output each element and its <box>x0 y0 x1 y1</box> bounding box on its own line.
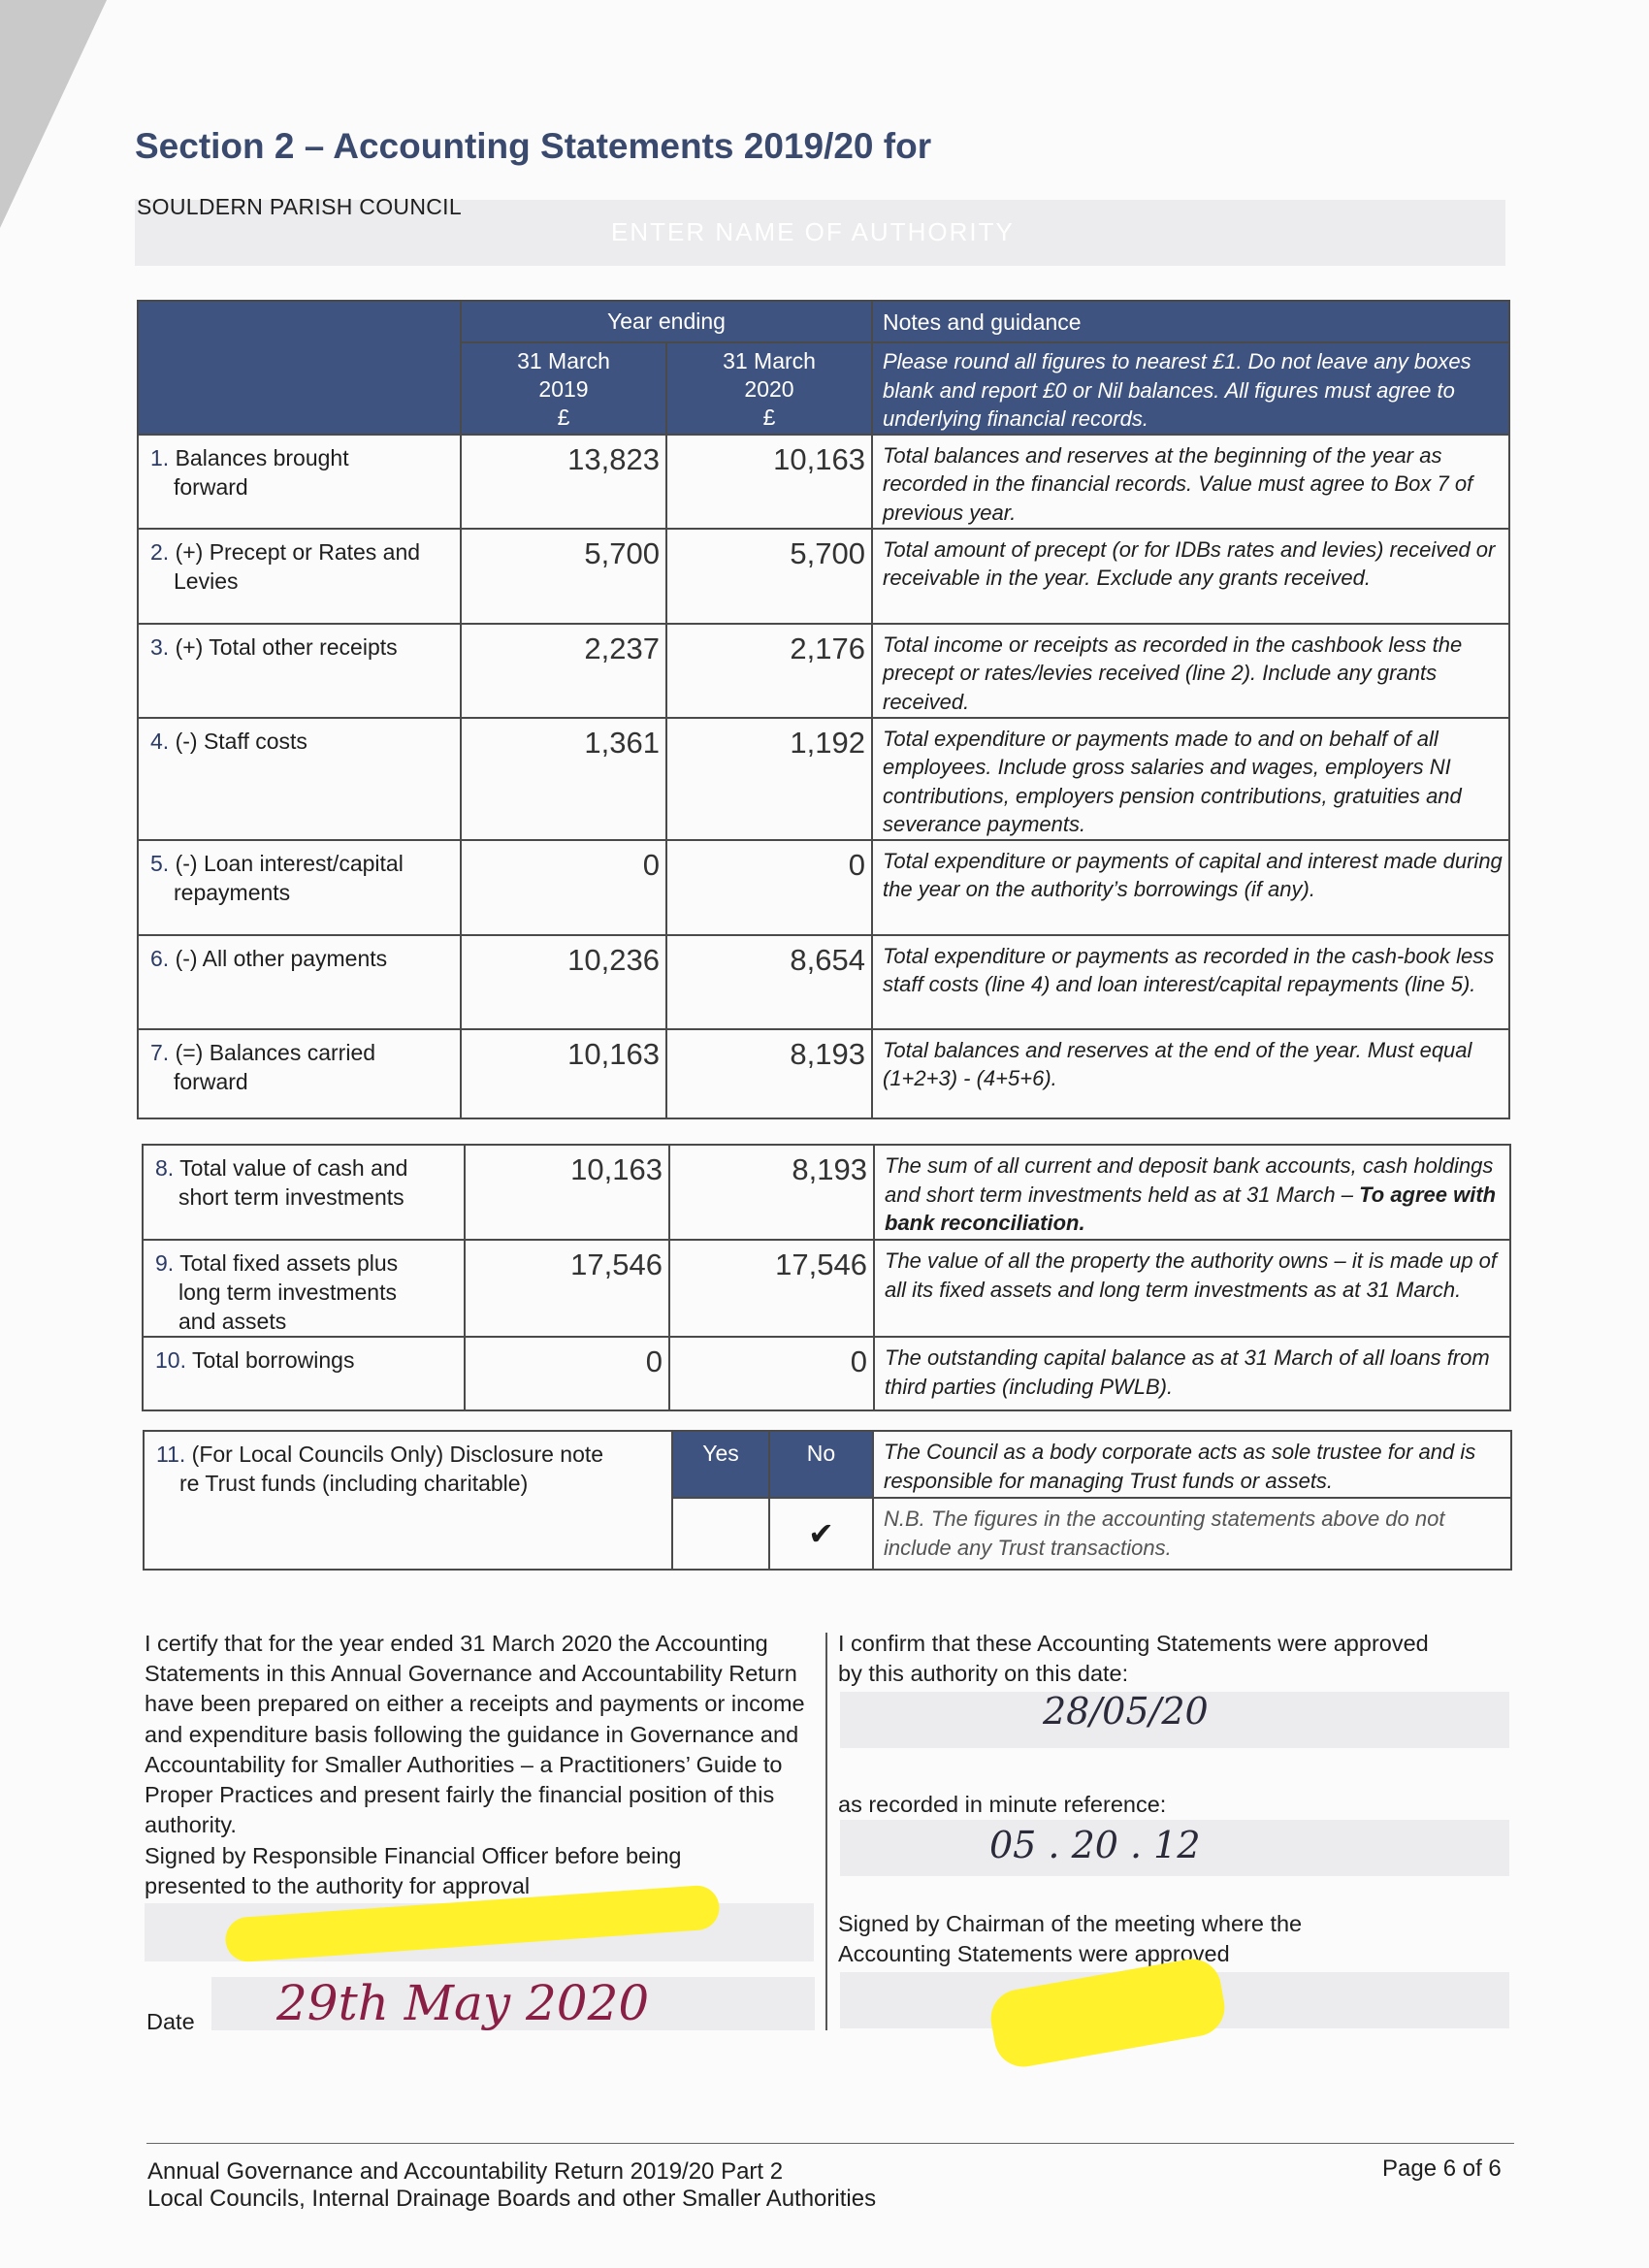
approval-date-value: 28/05/20 <box>1043 1690 1209 1733</box>
col-2019-header <box>461 342 666 435</box>
table-row <box>138 718 1509 840</box>
minute-ref-label: as recorded in minute reference: <box>838 1792 1167 1817</box>
row-label: 1. Balances brought forward <box>138 435 461 529</box>
assets-table <box>142 1144 1511 1411</box>
row-label: 7. (=) Balances carried forward <box>138 1029 461 1118</box>
col-2019-date: 31 March <box>517 348 610 373</box>
minute-ref-value: 05 . 20 . 12 <box>989 1824 1201 1866</box>
col-2019-year: 2019 <box>538 376 589 402</box>
value-2020[interactable]: 10,163 <box>666 435 872 529</box>
row-label: 2. (+) Precept or Rates and Levies <box>138 529 461 624</box>
col-2019-currency: £ <box>557 405 570 430</box>
handwritten-date: 29th May 2020 <box>276 1975 650 2031</box>
value-2020[interactable]: 8,193 <box>669 1145 874 1240</box>
row-note: Total amount of precept (or for IDBs rates and levies) received or receivable in the year. Exclude any grants received. <box>872 529 1509 624</box>
row-label: 3. (+) Total other receipts <box>138 624 461 718</box>
table-row <box>138 624 1509 718</box>
yes-header: Yes <box>672 1431 769 1498</box>
no-header: No <box>769 1431 873 1498</box>
check-icon: ✔ <box>808 1516 834 1551</box>
table-row <box>143 1145 1510 1240</box>
value-2020[interactable]: 17,546 <box>669 1240 874 1337</box>
date-label: Date <box>146 2009 195 2034</box>
row-note: The value of all the property the authority owns – it is made up of all its fixed assets and long term investments as at 31 March. <box>874 1240 1510 1337</box>
value-2019[interactable]: 10,163 <box>461 1029 666 1118</box>
value-2019[interactable]: 0 <box>461 840 666 935</box>
row-note: Total expenditure or payments made to and on behalf of all employees. Include gross salaries and wages, employers NI contributions, employers pension contributions, gratuities and severance payments. <box>872 718 1509 840</box>
col-2020-date: 31 March <box>723 348 816 373</box>
chairman-signed-label: Signed by Chairman of the meeting where the Accounting Statements were approved <box>838 1911 1303 1967</box>
value-2019[interactable]: 2,237 <box>461 624 666 718</box>
section-title: Section 2 – Accounting Statements 2019/20 for <box>135 126 932 166</box>
table-row <box>138 1029 1509 1118</box>
col-2020-year: 2020 <box>744 376 794 402</box>
column-divider <box>825 1633 827 2030</box>
trust-note: The Council as a body corporate acts as sole trustee for and is responsible for managing Trust funds or assets. <box>873 1431 1511 1498</box>
table-row <box>138 840 1509 935</box>
row-label: 6. (-) All other payments <box>138 935 461 1029</box>
value-2020[interactable]: 2,176 <box>666 624 872 718</box>
value-2019[interactable]: 10,236 <box>461 935 666 1029</box>
table-row <box>138 935 1509 1029</box>
table-row <box>138 529 1509 624</box>
row-note: Total expenditure or payments of capital and interest made during the year on the authority’s borrowings (if any). <box>872 840 1509 935</box>
value-2019[interactable]: 1,361 <box>461 718 666 840</box>
row-note: The sum of all current and deposit bank accounts, cash holdings and short term investments held as at 31 March – To agree with bank reconciliation. <box>874 1145 1510 1240</box>
footer-line-2: Local Councils, Internal Drainage Boards and other Smaller Authorities <box>147 2186 877 2212</box>
certification-text: I certify that for the year ended 31 March 2020 the Accounting Statements in this Annual Governance and Accountability Return have been prepared on either a receipts and payments or income and expenditure basis following the guidance in Governance and Accountability for Smaller Authorities – a Practitioners’ Guide to Proper Practices and present fairly the financial position of this authority. <box>145 1631 805 1838</box>
value-2019[interactable]: 10,163 <box>465 1145 669 1240</box>
value-2019[interactable]: 0 <box>465 1337 669 1410</box>
col-2020-header <box>666 342 872 435</box>
value-2020[interactable]: 0 <box>669 1337 874 1410</box>
authority-name: SOULDERN PARISH COUNCIL <box>137 194 462 219</box>
row-label: 8. Total value of cash and short term investments <box>143 1145 465 1240</box>
no-checkbox[interactable] <box>769 1498 873 1570</box>
value-2019[interactable]: 5,700 <box>461 529 666 624</box>
table-row <box>143 1337 1510 1410</box>
value-2020[interactable]: 8,193 <box>666 1029 872 1118</box>
value-2020[interactable]: 8,654 <box>666 935 872 1029</box>
page-corner-shadow <box>0 0 107 228</box>
year-ending-header: Year ending <box>461 301 872 342</box>
table-row <box>143 1240 1510 1337</box>
row-note: Total balances and reserves at the beginning of the year as recorded in the financial records. Value must agree to Box 7 of previous year. <box>872 435 1509 529</box>
accounting-statements-table <box>137 300 1510 1119</box>
page-number: Page 6 of 6 <box>1382 2155 1502 2182</box>
authority-placeholder: ENTER NAME OF AUTHORITY <box>611 217 1015 246</box>
value-2019[interactable]: 13,823 <box>461 435 666 529</box>
footer-line-1: Annual Governance and Accountability Return 2019/20 Part 2 <box>147 2158 784 2185</box>
rfo-signed-label: Signed by Responsible Financial Officer before being presented to the authority for approval <box>145 1843 682 1899</box>
value-2020[interactable]: 0 <box>666 840 872 935</box>
row-note: Total income or receipts as recorded in the cashbook less the precept or rates/levies received (line 2). Include any grants received. <box>872 624 1509 718</box>
row-label: 5. (-) Loan interest/capital repayments <box>138 840 461 935</box>
footer-rule <box>146 2143 1514 2144</box>
confirm-text: I confirm that these Accounting Statements were approved by this authority on this date: <box>838 1631 1429 1687</box>
guidance-note: Please round all figures to nearest £1. Do not leave any boxes blank and report £0 or Nil balances. All figures must agree to underlying financial records. <box>872 342 1509 435</box>
row-label: 4. (-) Staff costs <box>138 718 461 840</box>
yes-checkbox[interactable] <box>672 1498 769 1570</box>
row-note: Total expenditure or payments as recorded in the cash-book less staff costs (line 4) and loan interest/capital repayments (line 5). <box>872 935 1509 1029</box>
value-2019[interactable]: 17,546 <box>465 1240 669 1337</box>
trust-nb-note: N.B. The figures in the accounting statements above do not include any Trust transactions. <box>873 1498 1511 1570</box>
row-note: Total balances and reserves at the end of the year. Must equal (1+2+3) - (4+5+6). <box>872 1029 1509 1118</box>
trust-label: 11. (For Local Councils Only) Disclosure note re Trust funds (including charitable) <box>144 1431 672 1570</box>
trust-funds-table <box>143 1430 1512 1571</box>
col-2020-currency: £ <box>762 405 776 430</box>
value-2020[interactable]: 1,192 <box>666 718 872 840</box>
value-2020[interactable]: 5,700 <box>666 529 872 624</box>
row-note: The outstanding capital balance as at 31 March of all loans from third parties (including PWLB). <box>874 1337 1510 1410</box>
row-label: 9. Total fixed assets plus long term investments and assets <box>143 1240 465 1337</box>
row-note-bold: To agree with bank reconciliation. <box>885 1182 1497 1235</box>
row-label: 10. Total borrowings <box>143 1337 465 1410</box>
notes-header: Notes and guidance <box>872 301 1509 342</box>
header-blank <box>138 301 461 435</box>
table-row <box>138 435 1509 529</box>
